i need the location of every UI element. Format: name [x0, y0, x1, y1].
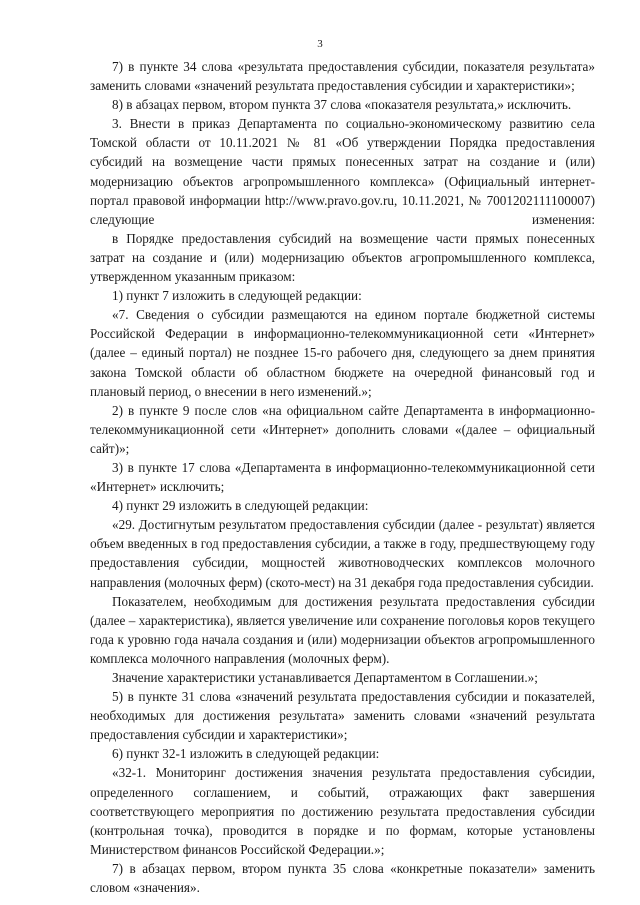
page-number: 3 [317, 38, 323, 50]
paragraph: 5) в пункте 31 слова «значений результата предоставления субсидии и показателей, необходимых для достижения результата» заменить словами «значений результата предоставления субсидии и характеристики»; [90, 689, 595, 743]
paragraph: 4) пункт 29 изложить в следующей редакции: [112, 498, 369, 514]
paragraph: 2) в пункте 9 после слов «на официальном сайте Департамента в информационно-телекоммуникационной сети «Интернет» дополнить словами «(далее – официальный сайт)»; [90, 402, 595, 456]
paragraph: 7) в пункте 34 слова «результата предоставления субсидии, показателя результата» заменить словами «значений результата предоставления субсидии и характеристики»; [90, 59, 595, 94]
paragraph: «32-1. Мониторинг достижения значения результата предоставления субсидии, определенного соглашением, и событий, отражающих факт завершения соответствующего мероприятия по достижению результата предоставления субсидии (контрольная точка), проводится в порядке и по формам, которые установлены Министерством финансов Российской Федерации.»; [90, 765, 595, 857]
paragraph: в Порядке предоставления субсидий на возмещение части прямых понесенных затрат на создание и (или) модернизацию объектов агропромышленного комплекса, утвержденном указанным приказом: [90, 230, 595, 285]
paragraph: «7. Сведения о субсидии размещаются на едином портале бюджетной системы Российской Федерации в информационно-телекоммуникационной сети «Интернет» (далее – единый портал) не позднее 15-го рабочего дня, следующего за днем принятия закона Томской области об областном бюджете на очередной финансовый год и плановый период, о внесении в него изменений.»; [90, 307, 595, 399]
paragraph: «29. Достигнутым результатом предоставления субсидии (далее - результат) является объем введенных в год предоставления субсидии, а также в году, предшествующему году предоставления субсидии, мощностей животноводческих комплексов молочного направления (молочных ферм) (ското-мест) на 31 декабря года предоставления субсидии. [90, 517, 595, 590]
paragraph: 3) в пункте 17 слова «Департамента в информационно-телекоммуникационной сети «Интернет» исключить; [90, 459, 595, 495]
paragraph: Показателем, необходимым для достижения результата предоставления субсидии (далее – характеристика), является увеличение или сохранение поголовья коров текущего года к уровню года начала создания и (или) модернизации объектов агропромышленного комплекса молочного направления (молочных ферм). [90, 593, 595, 666]
paragraph: Значение характеристики устанавливается Департаментом в Соглашении.»; [112, 670, 538, 685]
paragraph: 1) пункт 7 изложить в следующей редакции: [112, 288, 362, 304]
paragraph: 8) в абзацах первом, втором пункта 37 слова «показателя результата,» исключить. [112, 97, 572, 113]
document-body [90, 57, 595, 897]
paragraph: 7) в абзацах первом, втором пункта 35 слова «конкретные показатели» заменить словом «значения». [90, 860, 595, 896]
paragraph: 6) пункт 32-1 изложить в следующей редакции: [112, 746, 380, 762]
paragraph: 3. Внести в приказ Департамента по социально-экономическому развитию села Томской области от 10.11.2021 № 81 «Об утверждении Порядка предоставления субсидий на возмещение части прямых понесенных затрат на создание и (или) модернизацию объектов агропромышленного комплекса» (Официальный интернет-портал правовой информации http://www.pravo.gov.ru, 10.11.2021, № 7001202111100007) следующие изменения: [90, 116, 595, 227]
